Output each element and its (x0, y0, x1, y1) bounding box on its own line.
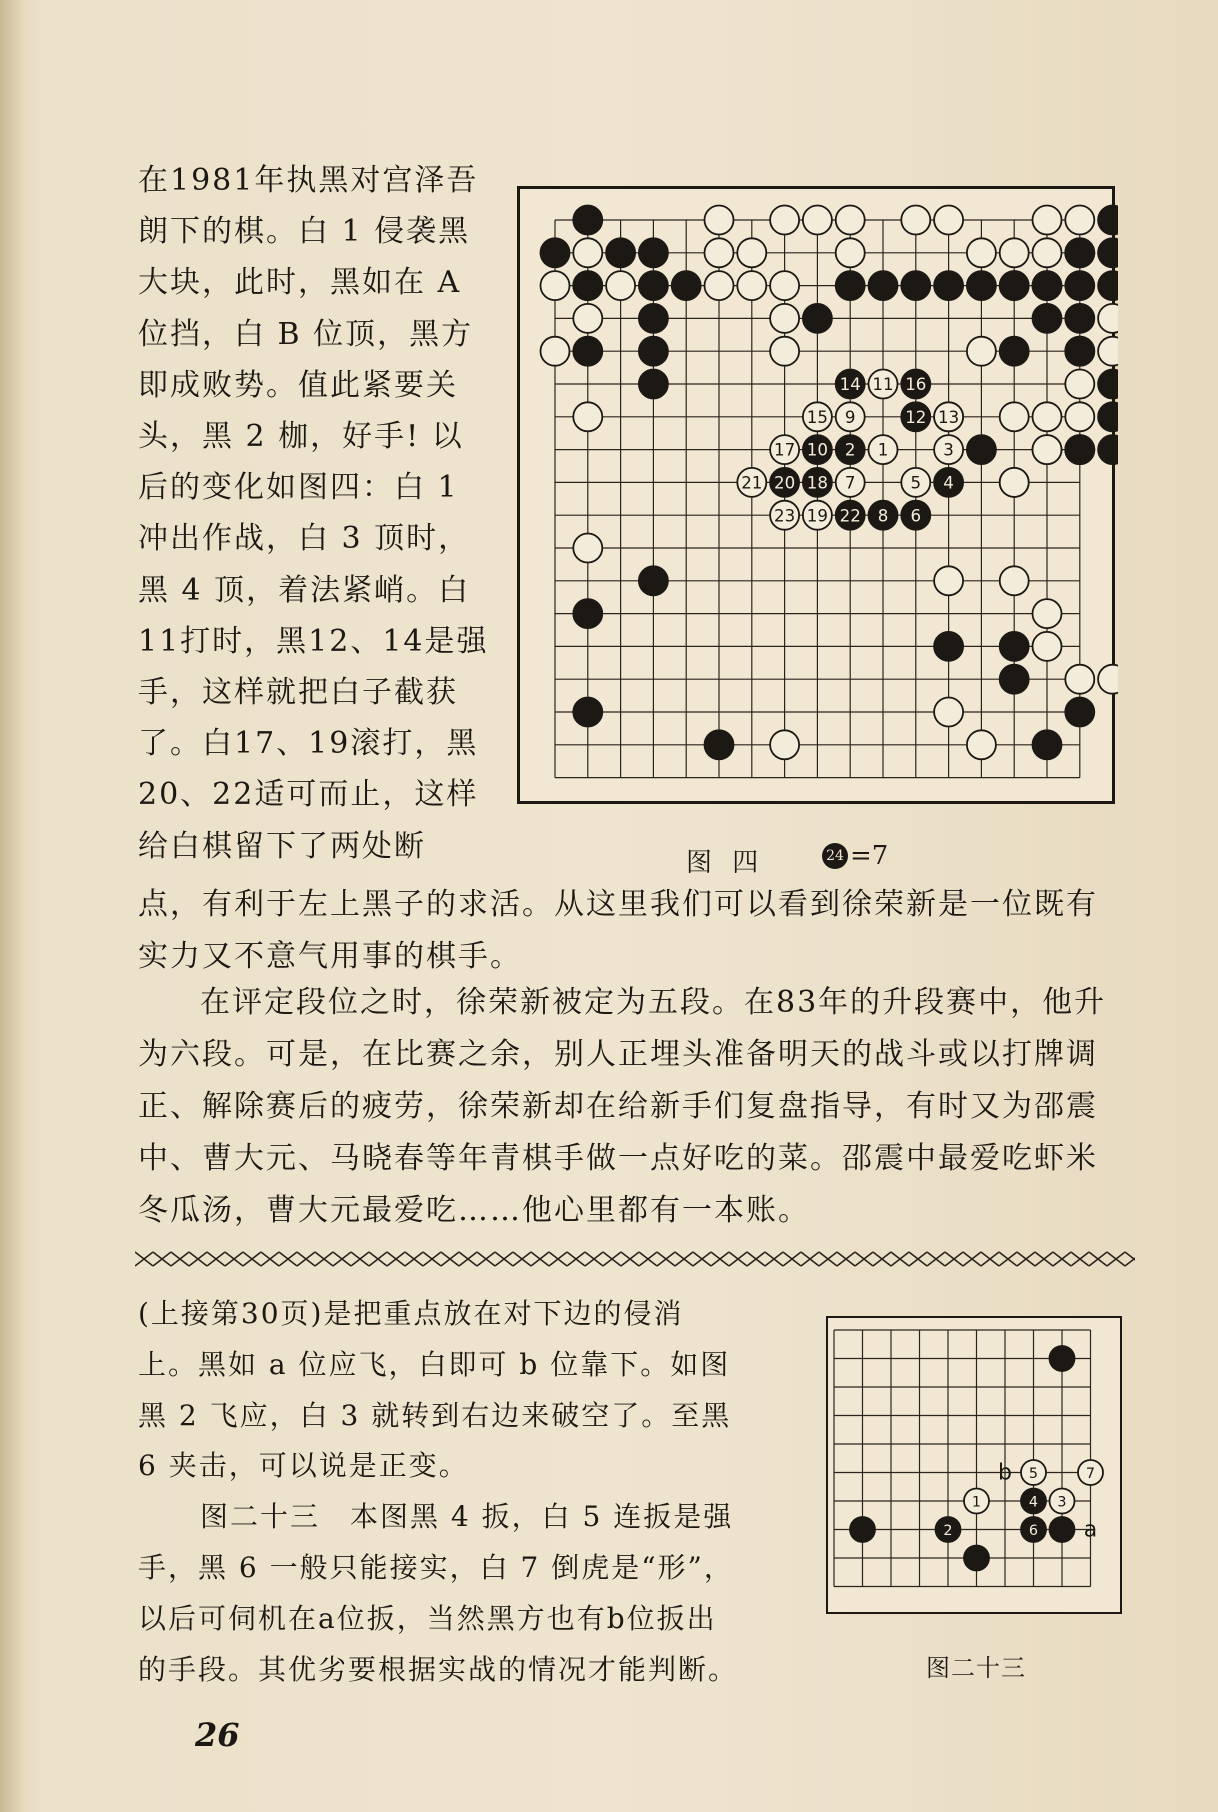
divider-cross (855, 1252, 873, 1266)
figure4-black-stone (901, 271, 930, 300)
divider-cross (819, 1252, 837, 1266)
figure4-white-stone (705, 238, 734, 267)
figure4-white-stone (1033, 632, 1062, 661)
figure4-black-stone (803, 304, 832, 333)
figure4-move-number: 4 (943, 473, 954, 493)
divider-cross (909, 1252, 927, 1266)
figure4-move-number: 21 (741, 473, 763, 493)
figure4-black-stone (836, 271, 865, 300)
figure4-black-stone (869, 271, 898, 300)
divider-cross (729, 1252, 747, 1266)
figure4-move-number: 18 (806, 473, 829, 493)
lower-lines-line: 图二十三 本图黑 4 扳，白 5 连扳是强 (200, 1500, 734, 1534)
divider-cross (333, 1252, 351, 1266)
figure4-black-stone (1000, 665, 1029, 694)
divider-cross (423, 1252, 441, 1266)
divider-cross (765, 1252, 783, 1266)
figure4-black-stone (1000, 632, 1029, 661)
figure4-white-stone (934, 206, 963, 235)
figure4-white-stone (573, 238, 602, 267)
lower-lines-line: 黑 2 飞应，白 3 就转到右边来破空了。至黑 (138, 1398, 732, 1432)
figure23-move-number: 5 (1028, 1465, 1039, 1482)
figure4-black-stone (573, 206, 602, 235)
figure4-move-number: 22 (839, 506, 861, 526)
figure23-move-number: 1 (971, 1494, 982, 1511)
upper-left-lines-line: 位挡，白 B 位顶，黑方 (138, 316, 474, 352)
figure4-white-stone (1065, 206, 1094, 235)
figure4-white-stone (1098, 304, 1118, 333)
figure4-white-stone (705, 271, 734, 300)
divider-cross (153, 1252, 171, 1266)
upper-left-lines-line: 11打时，黑12、14是强 (138, 623, 489, 659)
figure4-move-number: 1 (877, 440, 889, 460)
figure4-black-stone (639, 370, 668, 399)
figure4-note-stone: 24 (822, 843, 848, 869)
upper-left-lines-line: 朗下的棋。白 1 侵袭黑 (138, 214, 471, 250)
figure4-black-stone (967, 271, 996, 300)
figure23-board-svg (828, 1318, 1124, 1616)
figure4-move-number: 5 (910, 473, 922, 493)
figure4-black-stone (1065, 238, 1094, 267)
figure4-white-stone (934, 566, 963, 595)
figure4-black-stone (967, 435, 996, 464)
figure4-white-stone (967, 730, 996, 759)
figure4-white-stone (1065, 665, 1094, 694)
divider-cross (405, 1252, 423, 1266)
divider-cross (603, 1252, 621, 1266)
divider-cross (225, 1252, 243, 1266)
lower-lines-line: 6 夹击，可以说是正变。 (138, 1449, 469, 1483)
divider-cross (477, 1252, 495, 1266)
figure4-white-stone (770, 730, 799, 759)
figure4-black-stone (639, 238, 668, 267)
figure4-go-board (517, 186, 1115, 804)
figure4-black-stone (934, 271, 963, 300)
figure4-move-number: 14 (839, 375, 861, 395)
paragraph2-lines-line: 在评定段位之时，徐荣新被定为五段。在83年的升段赛中，他升 (200, 985, 1107, 1020)
divider-cross (549, 1252, 567, 1266)
figure23-move-number: 7 (1085, 1465, 1096, 1482)
divider-cross (675, 1252, 693, 1266)
divider-cross (261, 1252, 279, 1266)
figure23-move-number: 6 (1028, 1522, 1039, 1539)
figure4-black-stone (1098, 435, 1118, 464)
divider-cross (783, 1252, 801, 1266)
figure4-move-number: 7 (844, 473, 856, 493)
divider-cross (351, 1252, 369, 1266)
figure4-black-stone (934, 632, 963, 661)
figure23-black-stone (1050, 1346, 1075, 1371)
figure4-white-stone (770, 337, 799, 366)
upper-left-lines-line: 给白棋留下了两处断 (138, 828, 426, 864)
figure4-black-stone (1000, 271, 1029, 300)
figure4-black-stone (639, 566, 668, 595)
figure4-move-number: 13 (937, 407, 960, 427)
figure23-go-board (826, 1316, 1122, 1614)
figure4-move-number: 16 (905, 375, 927, 395)
paragraph2-lines-line: 中、曹大元、马晓春等年青棋手做一点好吃的菜。邵震中最爱吃虾米 (138, 1141, 1098, 1176)
divider-cross (747, 1252, 765, 1266)
divider-cross (873, 1252, 891, 1266)
upper-left-lines-line: 黑 4 顶，着法紧峭。白 (138, 572, 471, 608)
divider-cross (1071, 1252, 1089, 1266)
figure23-black-stone (964, 1546, 989, 1571)
figure4-white-stone (836, 206, 865, 235)
figure23-point-label: a (1083, 1517, 1098, 1543)
figure4-black-stone (639, 271, 668, 300)
upper-left-lines-line: 头，黑 2 枷，好手! 以 (138, 419, 464, 454)
divider-cross (585, 1252, 603, 1266)
figure23-point-label: b (998, 1460, 1012, 1486)
figure4-white-stone (1033, 599, 1062, 628)
figure23-move-number: 3 (1057, 1494, 1067, 1511)
figure4-move-number: 20 (773, 473, 796, 493)
figure4-white-stone (836, 238, 865, 267)
paragraph2-lines-line: 冬瓜汤，曹大元最爱吃……他心里都有一本账。 (138, 1193, 810, 1228)
figure4-board-svg (520, 189, 1118, 807)
figure4-white-stone (1098, 337, 1118, 366)
figure4-black-stone (573, 698, 602, 727)
divider-cross (135, 1252, 153, 1266)
book-spine-shadow (0, 0, 22, 1812)
divider-cross (963, 1252, 981, 1266)
figure4-white-stone (901, 206, 930, 235)
divider-cross (621, 1252, 639, 1266)
figure4-black-stone (573, 337, 602, 366)
figure4-black-stone (1065, 435, 1094, 464)
page-number: 26 (195, 1716, 240, 1754)
figure4-white-stone (967, 238, 996, 267)
lower-lines-line: 以后可伺机在a位扳，当然黑方也有b位扳出 (138, 1601, 717, 1635)
figure4-black-stone (573, 599, 602, 628)
lower-lines-line: 的手段。其优劣要根据实战的情况才能判断。 (138, 1652, 739, 1686)
divider-cross (441, 1252, 459, 1266)
divider-cross (315, 1252, 333, 1266)
figure4-white-stone (737, 271, 766, 300)
figure4-black-stone (541, 238, 570, 267)
upper-left-lines-line: 大块，此时，黑如在 A (138, 265, 462, 301)
lower-lines-line: (上接第30页)是把重点放在对下边的侵消 (138, 1297, 684, 1330)
figure4-white-stone (1000, 468, 1029, 497)
divider-cross (189, 1252, 207, 1266)
upper-left-lines-line: 在1981年执黑对宫泽吾 (138, 163, 479, 198)
divider-cross (1107, 1252, 1125, 1266)
divider-cross (981, 1252, 999, 1266)
full-width-lines-line: 点，有利于左上黑子的求活。从这里我们可以看到徐荣新是一位既有 (138, 887, 1098, 922)
figure4-black-stone (1033, 271, 1062, 300)
figure4-move-number: 2 (844, 440, 856, 460)
divider-cross (657, 1252, 675, 1266)
divider-cross (459, 1252, 477, 1266)
upper-left-lines-line: 后的变化如图四：白 1 (138, 470, 459, 506)
figure4-white-stone (1000, 402, 1029, 431)
figure4-white-stone (1065, 370, 1094, 399)
figure4-note-text: =7 (850, 841, 889, 871)
figure4-move-number: 8 (877, 506, 889, 526)
figure4-black-stone (1098, 370, 1118, 399)
figure4-black-stone (1033, 730, 1062, 759)
lower-lines-line: 手，黑 6 一般只能接实，白 7 倒虎是“形”， (138, 1551, 734, 1584)
figure4-white-stone (1033, 435, 1062, 464)
figure23-move-number: 2 (943, 1522, 953, 1539)
figure4-white-stone (541, 337, 570, 366)
figure23-move-number: 4 (1028, 1494, 1039, 1511)
figure4-move-number: 3 (943, 440, 954, 460)
figure4-black-stone (639, 304, 668, 333)
figure4-move-number: 6 (910, 506, 922, 526)
figure4-black-stone (1098, 238, 1118, 267)
divider-cross (801, 1252, 819, 1266)
figure4-black-stone (1098, 206, 1118, 235)
figure4-white-stone (1033, 238, 1062, 267)
figure23-caption: 图二十三 (926, 1654, 1026, 1682)
divider-cross (1125, 1252, 1135, 1266)
divider-cross (297, 1252, 315, 1266)
figure4-move-number: 12 (905, 407, 927, 427)
lower-lines-line: 上。黑如 a 位应飞，白即可 b 位靠下。如图 (138, 1347, 731, 1381)
figure4-black-stone (573, 271, 602, 300)
figure4-black-stone (1065, 337, 1094, 366)
figure4-black-stone (672, 271, 701, 300)
figure4-move-number: 19 (806, 506, 829, 526)
figure4-black-stone (705, 730, 734, 759)
figure4-black-stone (1065, 304, 1094, 333)
divider-cross (711, 1252, 729, 1266)
figure4-white-stone (934, 698, 963, 727)
figure4-black-stone (1065, 271, 1094, 300)
figure4-white-stone (606, 271, 635, 300)
figure4-white-stone (541, 271, 570, 300)
figure4-black-stone (1098, 271, 1118, 300)
divider-cross (369, 1252, 387, 1266)
upper-left-lines-line: 了。白17、19滚打，黑 (138, 726, 479, 762)
figure4-move-number: 9 (844, 407, 856, 427)
figure4-move-number: 23 (773, 506, 796, 526)
divider-cross (1035, 1252, 1053, 1266)
figure4-white-stone (1065, 402, 1094, 431)
figure4-white-stone (967, 337, 996, 366)
figure4-white-stone (1000, 566, 1029, 595)
divider-cross (1017, 1252, 1035, 1266)
divider-cross (837, 1252, 855, 1266)
divider-cross (243, 1252, 261, 1266)
figure4-move-number: 17 (773, 440, 796, 460)
divider-cross (279, 1252, 297, 1266)
figure23-black-stone (850, 1517, 875, 1542)
divider-cross (207, 1252, 225, 1266)
divider-cross (891, 1252, 909, 1266)
upper-left-lines-line: 手，这样就把白子截获 (138, 675, 458, 710)
paragraph2-lines-line: 正、解除赛后的疲劳，徐荣新却在给新手们复盘指导，有时又为邵震 (138, 1089, 1098, 1124)
divider-cross (1053, 1252, 1071, 1266)
upper-left-lines-line: 20、22适可而止，这样 (138, 777, 479, 813)
divider-cross (387, 1252, 405, 1266)
figure4-black-stone (639, 337, 668, 366)
figure4-black-stone (1065, 698, 1094, 727)
figure4-white-stone (573, 534, 602, 563)
figure4-move-number: 15 (806, 407, 829, 427)
divider-cross (999, 1252, 1017, 1266)
divider-cross (927, 1252, 945, 1266)
divider-cross (495, 1252, 513, 1266)
divider-cross (513, 1252, 531, 1266)
divider-cross (639, 1252, 657, 1266)
figure4-caption: 图 四 (686, 848, 765, 878)
figure4-white-stone (770, 304, 799, 333)
divider-cross (531, 1252, 549, 1266)
figure4-white-stone (737, 238, 766, 267)
figure4-black-stone (1000, 337, 1029, 366)
figure4-white-stone (1033, 206, 1062, 235)
divider-cross (567, 1252, 585, 1266)
upper-left-lines-line: 即成败势。值此紧要关 (138, 367, 458, 403)
figure4-white-stone (573, 402, 602, 431)
figure4-black-stone (606, 238, 635, 267)
divider-cross (1089, 1252, 1107, 1266)
figure4-white-stone (1098, 665, 1118, 694)
figure4-move-number: 11 (872, 375, 894, 395)
full-width-lines-line: 实力又不意气用事的棋手。 (138, 939, 522, 974)
figure4-white-stone (770, 271, 799, 300)
figure23-black-stone (1050, 1517, 1075, 1542)
figure4-note (822, 840, 888, 871)
upper-left-lines-line: 冲出作战，白 3 顶时， (138, 521, 471, 557)
figure4-white-stone (705, 206, 734, 235)
figure4-white-stone (1033, 402, 1062, 431)
decorative-divider (135, 1248, 1135, 1270)
paragraph2-lines-line: 为六段。可是，在比赛之余，别人正埋头准备明天的战斗或以打牌调 (138, 1037, 1098, 1072)
figure4-move-number: 10 (806, 440, 829, 460)
figure4-black-stone (1098, 402, 1118, 431)
figure4-white-stone (1000, 238, 1029, 267)
divider-cross (945, 1252, 963, 1266)
divider-cross (693, 1252, 711, 1266)
figure4-white-stone (803, 206, 832, 235)
figure4-black-stone (1033, 304, 1062, 333)
figure4-white-stone (770, 206, 799, 235)
figure4-white-stone (573, 304, 602, 333)
divider-cross (171, 1252, 189, 1266)
